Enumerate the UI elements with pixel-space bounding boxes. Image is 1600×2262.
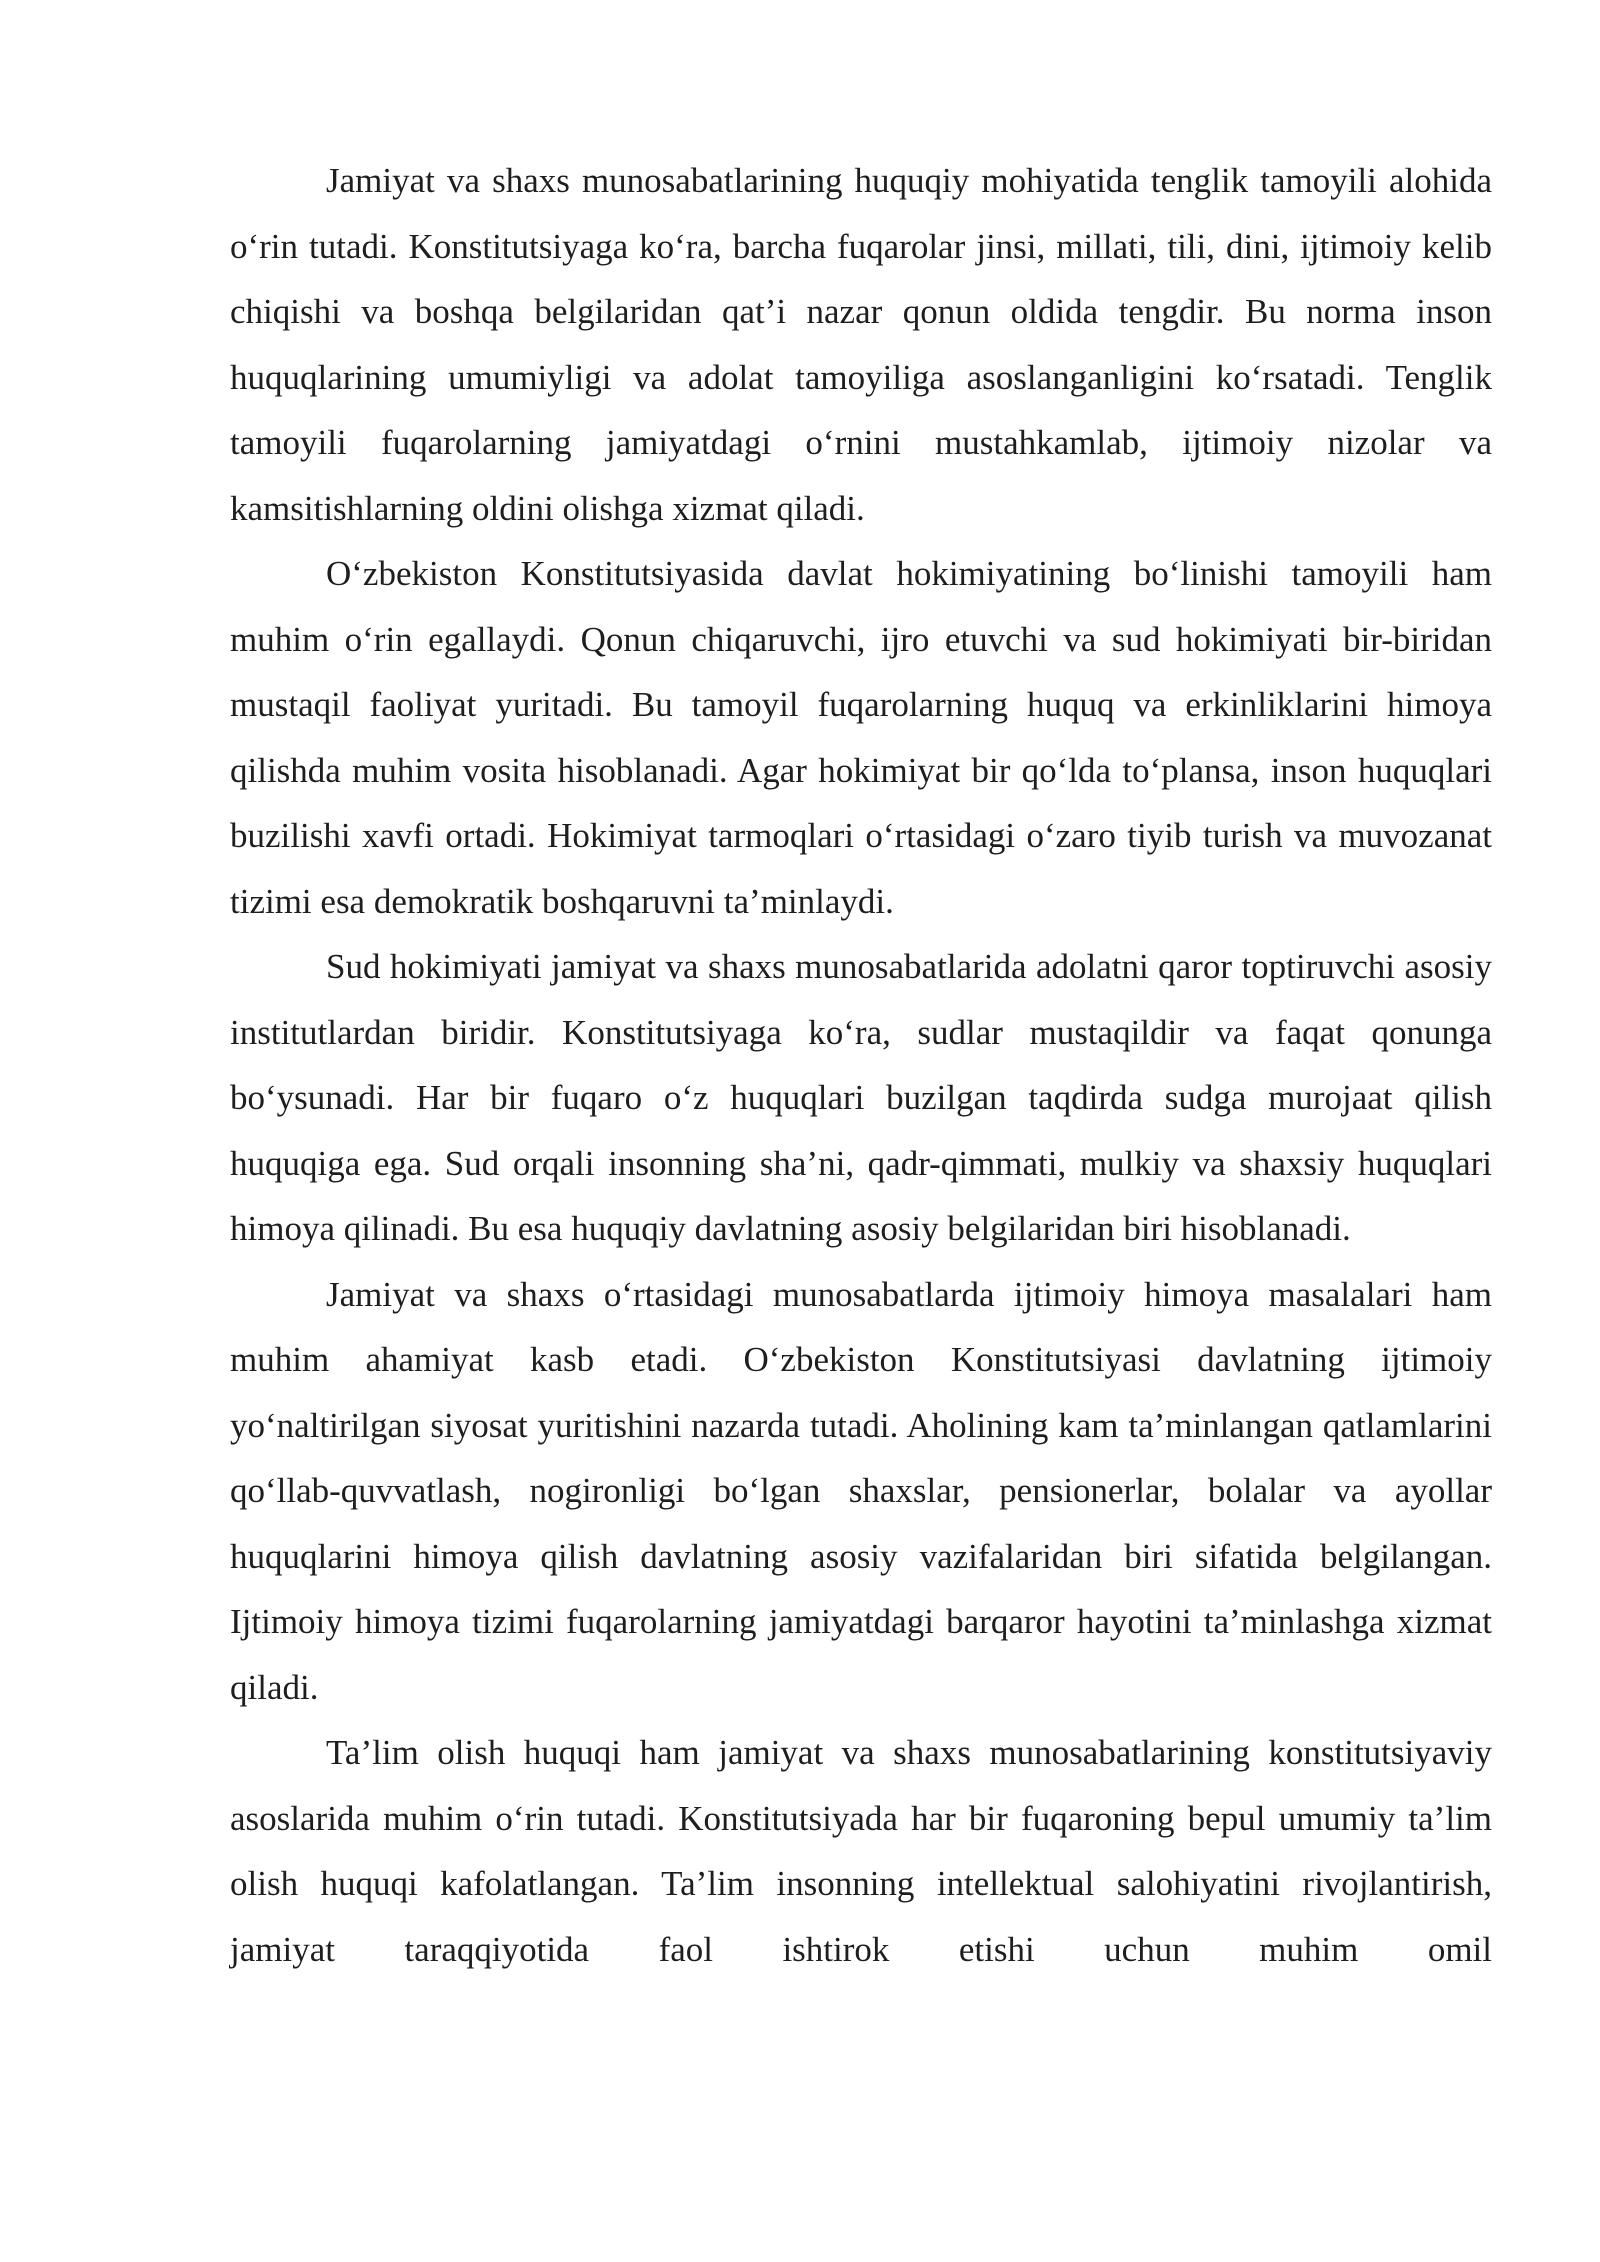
document-page — [230, 148, 1492, 1982]
paragraph-separation-of-powers: O‘zbekiston Konstitutsiyasida davlat hokimiyatining bo‘linishi tamoyili ham muhim o‘rin egallaydi. Qonun chiqaruvchi, ijro etuvchi va sud hokimiyati bir-biridan mustaqil faoliyat yuritadi. Bu tamoyil fuqarolarning huquq va erkinliklarini himoya qilishda muhim vosita hisoblanadi. Agar hokimiyat bir qo‘lda to‘plansa, inson huquqlari buzilishi xavfi ortadi. Hokimiyat tarmoqlari o‘rtasidagi o‘zaro tiyib turish va muvozanat tizimi esa demokratik boshqaruvni ta’minlaydi. — [230, 554, 1492, 921]
paragraph-social-protection: Jamiyat va shaxs o‘rtasidagi munosabatlarda ijtimoiy himoya masalalari ham muhim ahamiyat kasb etadi. O‘zbekiston Konstitutsiyasi davlatning ijtimoiy yo‘naltirilgan siyosat yuritishini nazarda tutadi. Aholining kam ta’minlangan qatlamlarini qo‘llab-quvvatlash, nogironligi bo‘lgan shaxslar, pensionerlar, bolalar va ayollar huquqlarini himoya qilish davlatning asosiy vazifalaridan biri sifatida belgilangan. Ijtimoiy himoya tizimi fuqarolarning jamiyatdagi barqaror hayotini ta’minlashga xizmat qiladi. — [230, 1274, 1492, 1707]
paragraph-equality-principle: Jamiyat va shaxs munosabatlarining huquqiy mohiyatida tenglik tamoyili alohida o‘rin tutadi. Konstitutsiyaga ko‘ra, barcha fuqarolar jinsi, millati, tili, dini, ijtimoiy kelib chiqishi va boshqa belgilaridan qat’i nazar qonun oldida tengdir. Bu norma inson huquqlarining umumiyligi va adolat tamoyiliga asoslanganligini ko‘rsatadi. Tenglik tamoyili fuqarolarning jamiyatdagi o‘rnini mustahkamlab, ijtimoiy nizolar va kamsitishlarning oldini olishga xizmat qiladi. — [230, 161, 1492, 528]
paragraph-right-to-education: Ta’lim olish huquqi ham jamiyat va shaxs munosabatlarining konstitutsiyaviy asoslarida muhim o‘rin tutadi. Konstitutsiyada har bir fuqaroning bepul umumiy ta’lim olish huquqi kafolatlangan. Ta’lim insonning intellektual salohiyatini rivojlantirish, jamiyat taraqqiyotida faol ishtirok etishi uchun muhim omil — [230, 1733, 1492, 1969]
paragraph-judicial-power: Sud hokimiyati jamiyat va shaxs munosabatlarida adolatni qaror toptiruvchi asosiy institutlardan biridir. Konstitutsiyaga ko‘ra, sudlar mustaqildir va faqat qonunga bo‘ysunadi. Har bir fuqaro o‘z huquqlari buzilgan taqdirda sudga murojaat qilish huquqiga ega. Sud orqali insonning sha’ni, qadr-qimmati, mulkiy va shaxsiy huquqlari himoya qilinadi. Bu esa huquqiy davlatning asosiy belgilaridan biri hisoblanadi. — [230, 947, 1492, 1248]
